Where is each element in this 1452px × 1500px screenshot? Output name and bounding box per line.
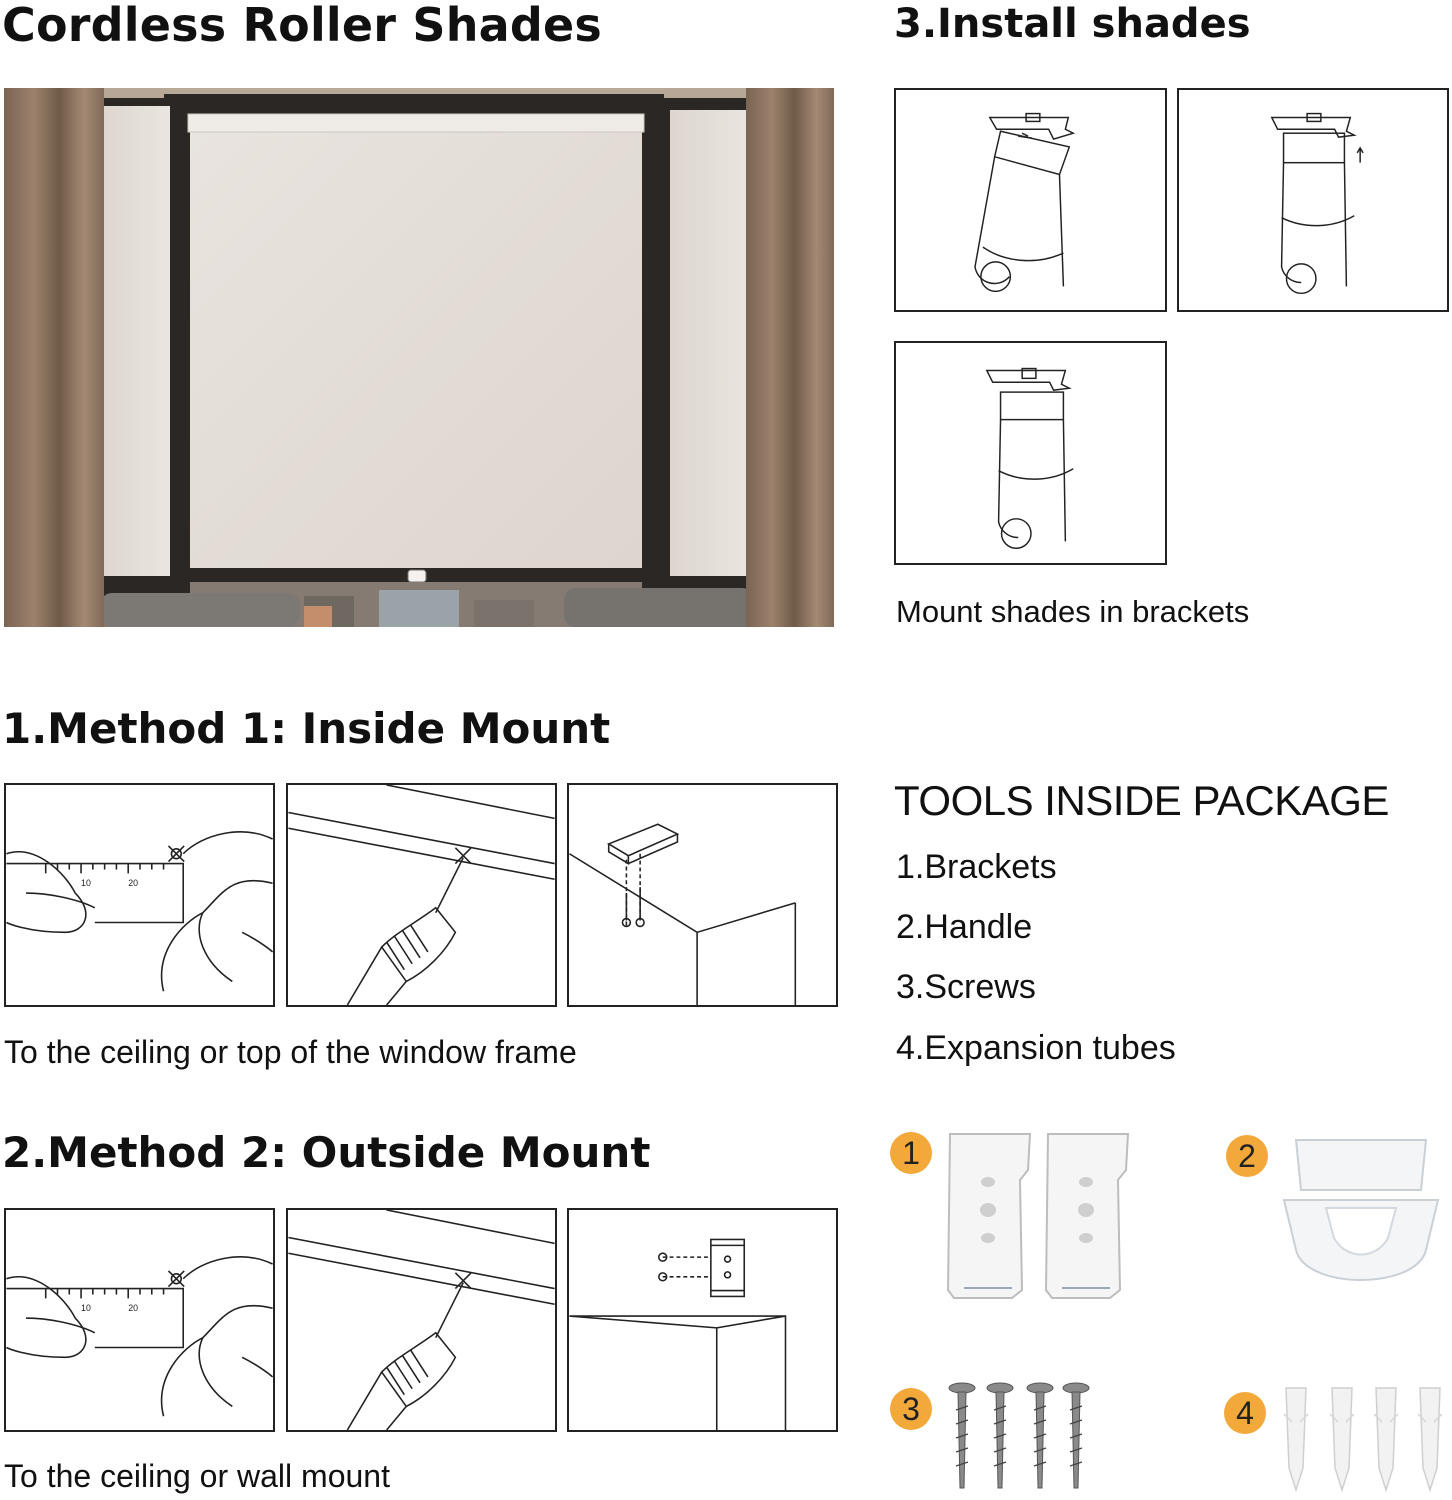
method1-bracket-mount-diagram bbox=[567, 783, 838, 1007]
install-heading: 3.Install shades bbox=[894, 1, 1251, 47]
tool-item-screws: 3.Screws bbox=[896, 968, 1036, 1006]
method1-ruler-label-20: 20 bbox=[128, 878, 139, 889]
method2-bracket-mount-diagram bbox=[567, 1208, 838, 1432]
screws-image bbox=[944, 1380, 1094, 1492]
method1-measure-diagram bbox=[4, 783, 275, 1007]
page-title: Cordless Roller Shades bbox=[2, 0, 602, 52]
install-step-3-diagram bbox=[894, 341, 1167, 565]
install-step-2-diagram bbox=[1177, 88, 1449, 312]
method1-caption: To the ceiling or top of the window frame bbox=[4, 1034, 577, 1070]
method2-measure-diagram bbox=[4, 1208, 275, 1432]
expansion-tubes-image bbox=[1276, 1384, 1448, 1494]
tool-item-expansion-tubes: 4.Expansion tubes bbox=[896, 1029, 1176, 1067]
method1-ruler-label-10: 10 bbox=[81, 878, 91, 889]
method2-ruler-label-20: 20 bbox=[128, 1303, 139, 1314]
method1-drill-diagram bbox=[286, 783, 557, 1007]
method2-heading: 2.Method 2: Outside Mount bbox=[2, 1128, 651, 1177]
handle-image bbox=[1276, 1130, 1446, 1310]
tools-heading: TOOLS INSIDE PACKAGE bbox=[894, 777, 1389, 824]
method2-drill-diagram bbox=[286, 1208, 557, 1432]
method2-caption: To the ceiling or wall mount bbox=[4, 1458, 390, 1494]
method1-heading: 1.Method 1: Inside Mount bbox=[2, 704, 611, 753]
badge-1: 1 bbox=[890, 1132, 932, 1174]
room-photo bbox=[4, 88, 834, 627]
method2-ruler-label-10: 10 bbox=[81, 1303, 91, 1314]
brackets-image bbox=[940, 1130, 1140, 1305]
badge-2: 2 bbox=[1226, 1135, 1268, 1177]
badge-4: 4 bbox=[1224, 1392, 1266, 1434]
install-step-1-diagram bbox=[894, 88, 1167, 312]
install-caption: Mount shades in brackets bbox=[896, 594, 1250, 629]
badge-3: 3 bbox=[890, 1388, 932, 1430]
tool-item-handle: 2.Handle bbox=[896, 908, 1033, 946]
tool-item-brackets: 1.Brackets bbox=[896, 848, 1057, 886]
